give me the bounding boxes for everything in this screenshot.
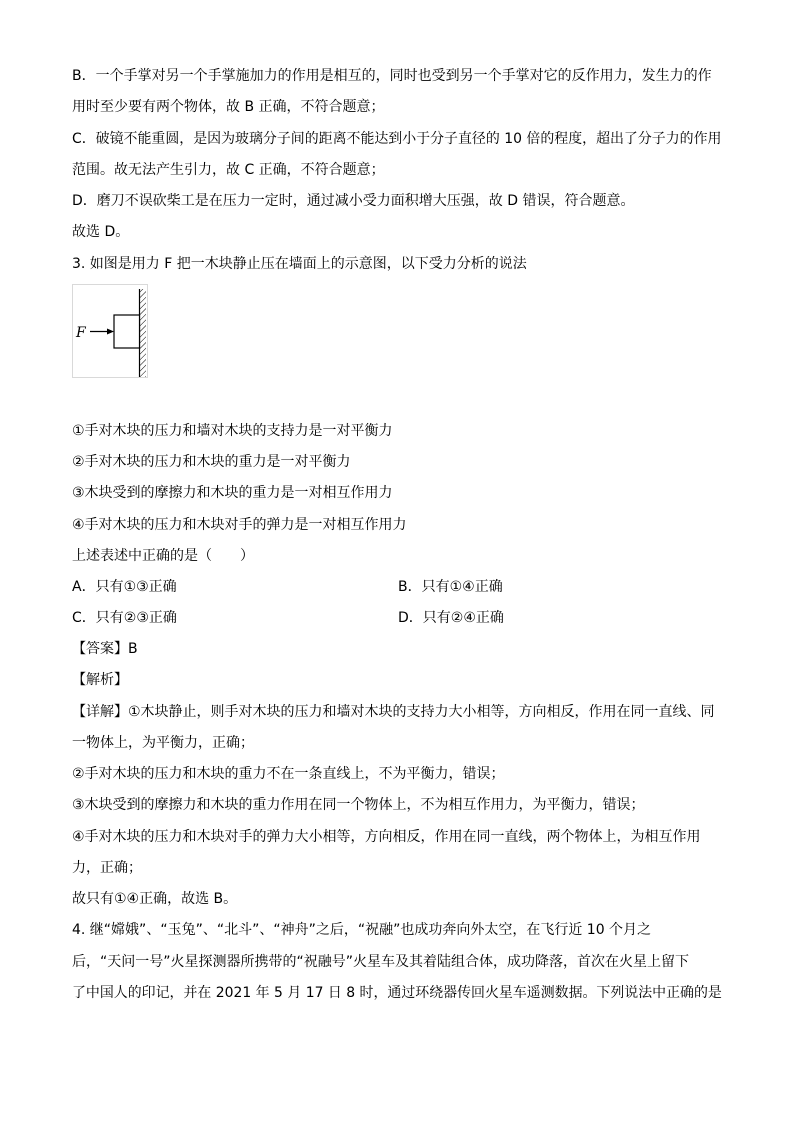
option-d: D．只有②④正确 — [398, 610, 504, 626]
statement-2: ②手对木块的压力和木块的重力是一对平衡力 — [72, 454, 351, 470]
detail-line: 【详解】①木块静止，则手对木块的压力和墙对木块的支持力大小相等，方向相反，作用在同一直线、同 — [72, 704, 715, 720]
analysis-heading: 【解析】 — [72, 672, 128, 688]
option-b: B．只有①④正确 — [398, 579, 503, 595]
detail-line: ③木块受到的摩擦力和木块的重力作用在同一个物体上，不为相互作用力，为平衡力，错误； — [72, 797, 645, 813]
question-4-stem: 4. 继“嫦娥”、“玉兔”、“北斗”、“神舟”之后，“祝融”也成功奔向外太空，在飞行近 10 个月之 — [72, 922, 652, 938]
detail-line: 力，正确； — [72, 860, 142, 876]
detail-line: ②手对木块的压力和木块的重力不在一条直线上，不为平衡力，错误； — [72, 766, 505, 782]
option-a: A．只有①③正确 — [72, 579, 177, 595]
wall-block-figure — [72, 284, 148, 378]
arrow-head-icon — [107, 329, 114, 335]
statement-4: ④手对木块的压力和木块对手的弹力是一对相互作用力 — [72, 517, 407, 533]
question-4-stem: 了中国人的印记，并在 2021 年 5 月 17 日 8 时，通过环绕器传回火星车遥测数据。下列说法中正确的是 — [72, 985, 722, 1001]
text-line: C．破镜不能重圆，是因为玻璃分子间的距离不能达到小于分子直径的 10 倍的程度，超出了分子力的作用 — [72, 131, 722, 147]
force-diagram — [73, 285, 147, 377]
question-4-stem: 后，“天问一号”火星探测器所携带的“祝融号”火星车及其着陆组合体，成功降落，首次在火星上留下 — [72, 954, 690, 970]
detail-line: ④手对木块的压力和木块对手的弹力大小相等，方向相反，作用在同一直线，两个物体上，为相互作用 — [72, 829, 701, 845]
text-line: 故选 D。 — [72, 224, 130, 240]
text-line: D．磨刀不误砍柴工是在压力一定时，通过减小受力面积增大压强，故 D 错误，符合题意。 — [72, 193, 635, 209]
statement-3: ③木块受到的摩擦力和木块的重力是一对相互作用力 — [72, 485, 393, 501]
text-line: 范围。故无法产生引力，故 C 正确，不符合题意； — [72, 162, 385, 178]
statement-1: ①手对木块的压力和墙对木块的支持力是一对平衡力 — [72, 423, 393, 439]
wood-block — [114, 315, 140, 348]
question-prompt: 上述表述中正确的是（ ） — [72, 548, 254, 564]
text-line: B．一个手掌对另一个手掌施加力的作用是相互的，同时也受到另一个手掌对它的反作用力，发生力的作 — [72, 68, 712, 84]
conclusion-line: 故只有①④正确，故选 B。 — [72, 891, 238, 907]
answer-line: 【答案】B — [72, 641, 138, 657]
force-label: F — [76, 325, 86, 341]
detail-line: 一物体上，为平衡力，正确； — [72, 735, 254, 751]
question-3-stem: 3. 如图是用力 F 把一木块静止压在墙面上的示意图，以下受力分析的说法 — [72, 256, 527, 272]
wall-hatching — [140, 289, 146, 377]
option-c: C．只有②③正确 — [72, 610, 177, 626]
text-line: 用时至少要有两个物体，故 B 正确，不符合题意； — [72, 99, 385, 115]
